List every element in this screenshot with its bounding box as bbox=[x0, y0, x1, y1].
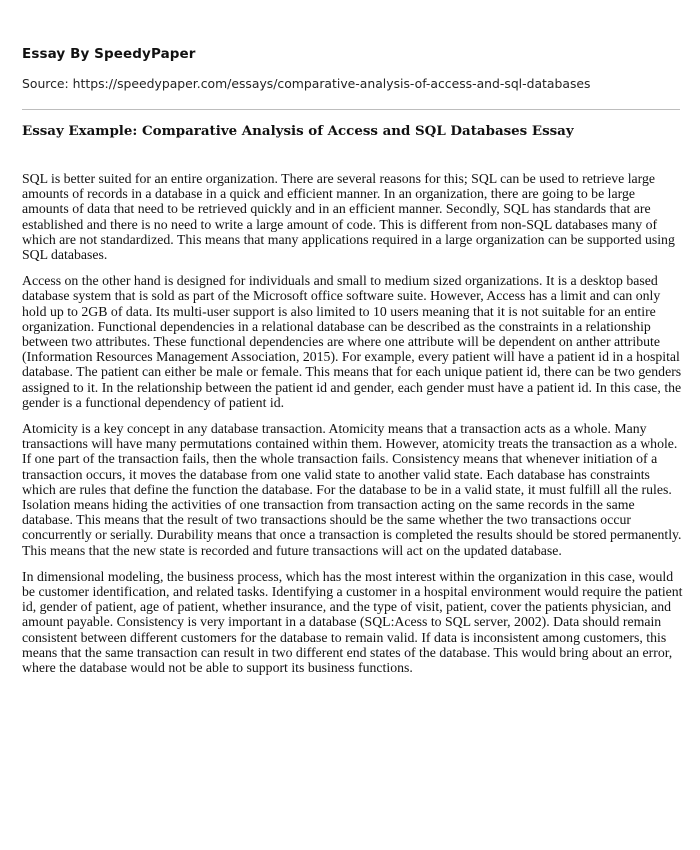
essay-title: Essay Example: Comparative Analysis of Access and SQL Databases Essay bbox=[22, 123, 574, 139]
essay-body bbox=[22, 171, 685, 675]
paragraph: SQL is better suited for an entire organization. There are several reasons for this; SQL can be used to retrieve large amounts of records in a database in a quick and efficient manner. In an organization, there are going to be large amounts of data that need to be retrieved quickly and in an efficient manner. Secondly, SQL has standards that are established and there is no need to write a large amount of code. This is different from non-SQL databases many of which are not standardized. This means that many applications required in a large organization can be supported using SQL databases. bbox=[22, 171, 675, 263]
source-url: Source: https://speedypaper.com/essays/comparative-analysis-of-access-and-sql-databases bbox=[22, 76, 591, 91]
paragraph: In dimensional modeling, the business process, which has the most interest within the organization in this case, would be customer identification, and related tasks. Identifying a customer in a hospital environment would require the patient id, gender of patient, age of patient, whether insurance, and the type of visit, patient, cover the patients physician, and amount payable. Consistency is very important in a database (SQL:Acess to SQL server, 2002). Data should remain consistent between different customers for the database to remain valid. If data is inconsistent among customers, this means that the same transaction can result in two different end states of the database. This would bring about an error, where the database would not be able to support its business functions. bbox=[22, 568, 683, 676]
paragraph: Access on the other hand is designed for individuals and small to medium sized organizations. It is a desktop based database system that is sold as part of the Microsoft office software suite. However, Access has a limit and can only hold up to 2GB of data. Its multi-user support is also limited to 10 users meaning that it is not suitable for an entire organization. Functional dependencies in a relational database can be described as the constraints in a relationship between two attributes. These functional dependencies are where one attribute will be dependent on anther attribute (Information Resources Management Association, 2015). For example, every patient will have a patient id in a hospital database. The patient can either be male or female. This means that for each unique patient id, there can be two genders assigned to it. In the relationship between the patient id and gender, each gender must have a patient id. In this case, the gender is a functional dependency of patient id. bbox=[22, 273, 682, 410]
paragraph: Atomicity is a key concept in any database transaction. Atomicity means that a transaction acts as a whole. Many transactions will have many permutations contained within them. However, atomicity treats the transaction as a whole. If one part of the transaction fails, then the whole transaction fails. Consistency means that whenever initiation of a transaction occurs, it moves the database from one valid state to another valid state. Each database has constraints which are rules that define the function the database. For the database to be in a valid state, it must fulfill all the rules. Isolation means hiding the activities of one transaction from transaction acting on the same records in the same database. This means that the result of two transactions should be the same whether the two transactions occur concurrently or serially. Durability means that once a transaction is completed the results should be stored permanently. This means that the new state is recorded and future transactions will act on the updated database. bbox=[22, 421, 682, 558]
brand-title: Essay By SpeedyPaper bbox=[22, 46, 196, 62]
divider bbox=[22, 109, 680, 110]
